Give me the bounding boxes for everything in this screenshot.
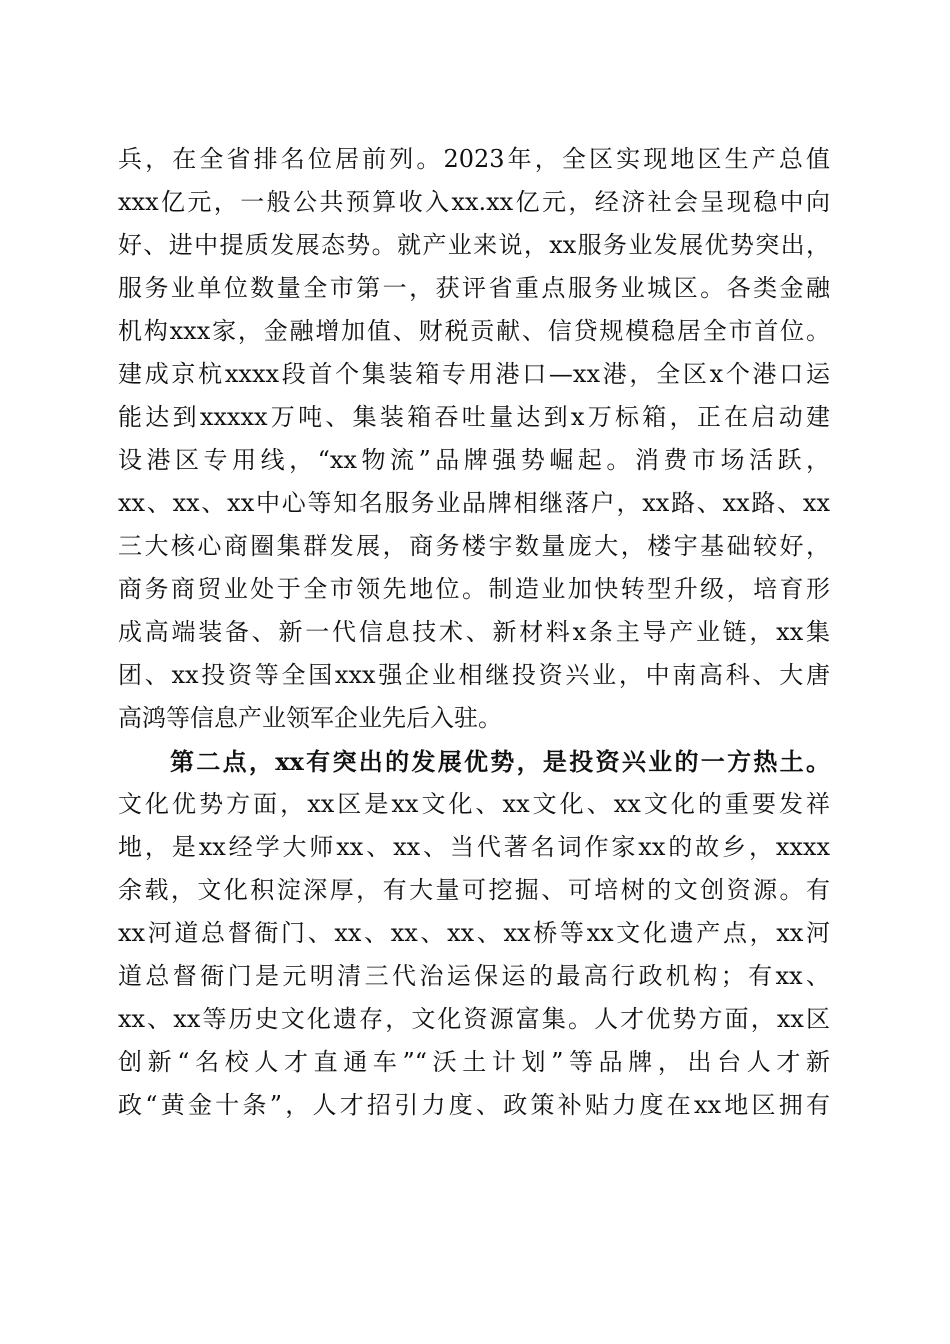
paragraph-line: 设港区专用线，“xx物流”品牌强势崛起。消费市场活跃， — [118, 446, 830, 474]
paragraph-line: 机构xxx家，金融增加值、财税贡献、信贷规模稳居全市首位。 — [118, 317, 830, 345]
paragraph-line: 团、xx投资等全国xxx强企业相继投资兴业，中南高科、大唐 — [118, 661, 830, 689]
paragraph-line: 政“黄金十条”，人才招引力度、政策补贴力度在xx地区拥有 — [118, 1091, 830, 1119]
paragraph-line: 商务商贸业处于全市领先地位。制造业加快转型升级，培育形 — [118, 575, 830, 603]
paragraph-lead-in: 第二点，xx有突出的发展优势，是投资兴业的一方热土。 — [170, 747, 830, 776]
paragraph-line: 高鸿等信息产业领军企业先后入驻。 — [118, 704, 502, 732]
paragraph-line: 余载，文化积淀深厚，有大量可挖掘、可培树的文创资源。有 — [118, 876, 830, 904]
paragraph-line: 道总督衙门是元明清三代治运保运的最高行政机构；有xx、 — [118, 962, 830, 990]
paragraph-line: 地，是xx经学大师xx、xx、当代著名词作家xx的故乡，xxxx — [118, 833, 830, 861]
paragraph-line: 好、进中提质发展态势。就产业来说，xx服务业发展优势突出， — [118, 231, 830, 259]
paragraph-1 — [118, 138, 830, 740]
paragraph-line: 建成京杭xxxx段首个集装箱专用港口—xx港，全区x个港口运 — [118, 360, 830, 388]
paragraph-line: 服务业单位数量全市第一，获评省重点服务业城区。各类金融 — [118, 274, 830, 302]
paragraph-line: 三大核心商圈集群发展，商务楼宇数量庞大，楼宇基础较好， — [118, 532, 830, 560]
paragraph-line: xx、xx等历史文化遗存，文化资源富集。人才优势方面，xx区 — [118, 1005, 830, 1033]
paragraph-2 — [118, 740, 830, 1127]
paragraph-line: 成高端装备、新一代信息技术、新材料x条主导产业链，xx集 — [118, 618, 830, 646]
paragraph-line: 文化优势方面，xx区是xx文化、xx文化、xx文化的重要发祥 — [118, 790, 830, 818]
paragraph-line: 创新“名校人才直通车”“沃土计划”等品牌，出台人才新 — [118, 1048, 830, 1076]
document-body — [118, 138, 830, 1127]
paragraph-line: 兵，在全省排名位居前列。2023年，全区实现地区生产总值 — [118, 145, 830, 173]
paragraph-line: xx河道总督衙门、xx、xx、xx、xx桥等xx文化遗产点，xx河 — [118, 919, 830, 947]
paragraph-line: 能达到xxxxx万吨、集装箱吞吐量达到x万标箱，正在启动建 — [118, 403, 830, 431]
paragraph-line: xx、xx、xx中心等知名服务业品牌相继落户，xx路、xx路、xx — [118, 489, 830, 517]
paragraph-line: xxx亿元，一般公共预算收入xx.xx亿元，经济社会呈现稳中向 — [118, 188, 830, 216]
